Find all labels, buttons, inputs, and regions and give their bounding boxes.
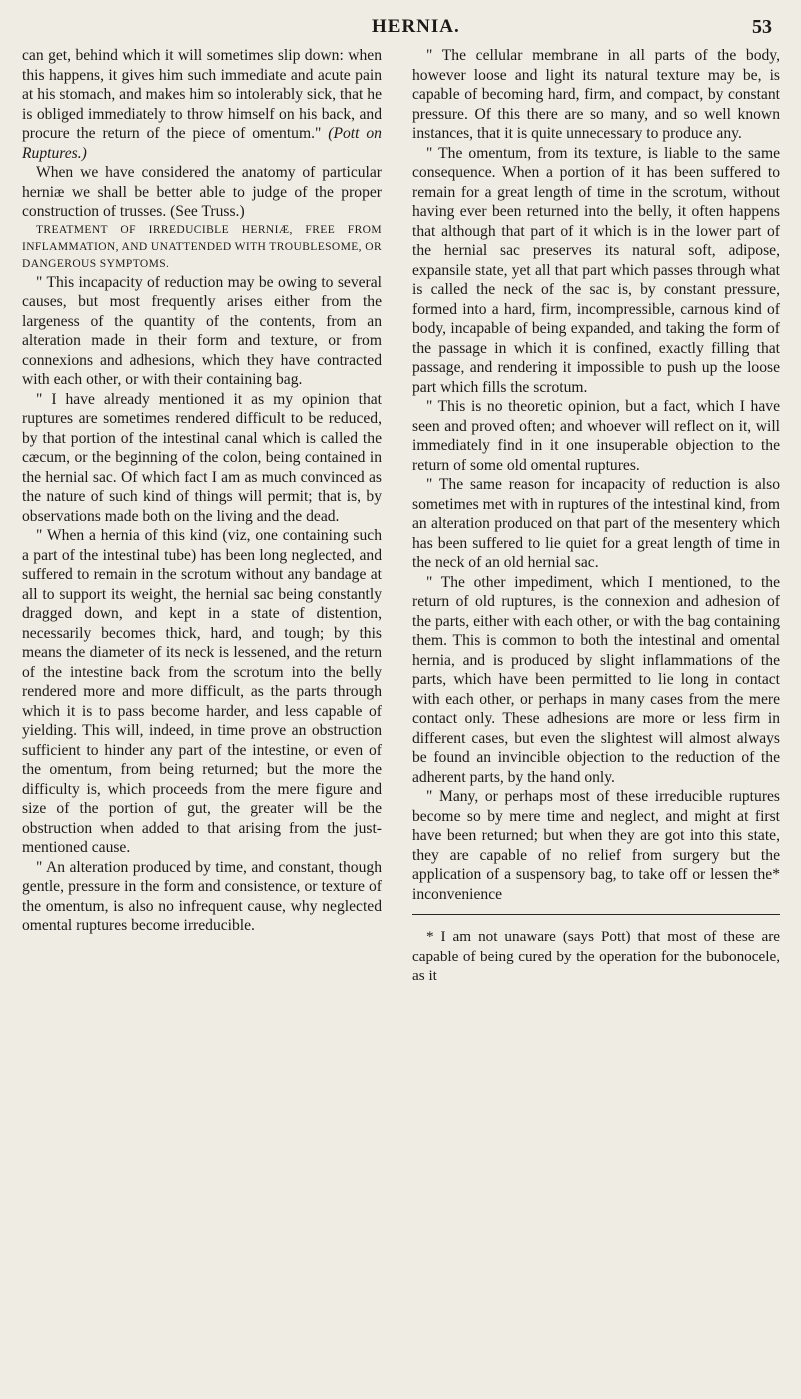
paragraph: " An alteration produced by time, and constant, though gentle, pressure in the form and consistence, or texture of the omentum, is also no infrequent cause, why neglected omental ruptures become irreducible. <box>22 858 382 934</box>
footnote-divider <box>412 914 780 915</box>
paragraph: " Many, or perhaps most of these irreducible ruptures become so by mere time and neglect, and might at first have been returned; but when they are got into this state, they are capable of no relief from surgery but the application of a suspensory bag, to take off or lessen the* inconvenience <box>412 788 780 903</box>
paragraph: " When a hernia of this kind (viz, one containing such a part of the intestinal tube) has been long neglected, and suffered to remain in the scrotum without any bandage at all to support its weight, the hernial sac being constantly dragged down, and kept in a state of distention, necessarily becomes thick, hard, and tough; by this means the diameter of its neck is lessened, and the return of the intestine back from the scrotum into the belly rendered more and more difficult, as the parts through which it is to pass become harder, and less capable of yielding. This will, indeed, in time prove an obstruction sufficient to hinder any part of the intestine, or even of the omentum, from being returned; but the more the difficulty is, which proceeds from the mere figure and size of the portion of gut, the greater will be the obstruction when added to that arising from the just-mentioned cause. <box>22 527 382 856</box>
paragraph: can get, behind which it will sometimes slip down: when this happens, it gives him such immediate and acute pain at his stomach, and makes him so intolerably sick, that he is obliged immediately to throw himself on his back, and procure the return of the piece of omentum." (Pott on Ruptures.) <box>22 47 382 162</box>
footnote: * I am not unaware (says Pott) that most of these are capable of being cured by the operation for the bubonocele, as it <box>412 928 780 984</box>
section-heading: TREATMENT OF IRREDUCIBLE HERNIÆ, FREE FROM INFLAMMATION, AND UNATTENDED WITH TROUBLESOME, OR DANGEROUS SYMPTOMS. <box>22 223 383 270</box>
paragraph: " The same reason for incapacity of reduction is also sometimes met with in ruptures of the intestinal kind, from an alteration produced on that part of the mesentery which has been suffered to lie quiet for a great length of time in the neck of an old hernial sac. <box>412 476 780 571</box>
paragraph: " The other impediment, which I mentioned, to the return of old ruptures, is the connexion and adhesion of the parts, either with each other, or with the bag containing them. This is common to both the intestinal and omental hernia, and is produced by slight inflammations of the parts, which have been permitted to lie long in contact with each other, or perhaps in many cases from the mere contact only. These adhesions are more or less firm in different cases, but even the slightest will almost always be found an invincible objection to the reduction of the adherent parts, by the hand only. <box>412 573 780 786</box>
paragraph: " I have already mentioned it as my opinion that ruptures are sometimes rendered difficult to be reduced, by that portion of the intestinal canal which is called the cæcum, or the beginning of the colon, being contained in the hernial sac. Of which fact I am as much convinced as the nature of such kind of things will permit; that is, by observations made both on the living and the dead. <box>22 390 382 525</box>
paragraph: " The cellular membrane in all parts of the body, however loose and light its natural texture may be, is capable of becoming hard, firm, and compact, by constant pressure. Of this there are so many, and so well known instances, that it is quite unnecessary to produce any. <box>412 47 780 142</box>
paragraph: When we have considered the anatomy of particular herniæ we shall be better able to judge of the proper construction of trusses. (See Truss.) <box>22 164 382 220</box>
paragraph: " The omentum, from its texture, is liable to the same consequence. When a portion of it has been suffered to remain for a great length of time in the scrotum, without having ever been returned into the belly, it often happens that although that part of it which is in the lower part of the hernial sac preserves its natural soft, adipose, expansile state, yet all that part which passes through what is called the neck of the sac is, by constant pressure, formed into a hard, firm, incompressible, carnous kind of body, incapable of being expanded, and taking the form of the passage in which it is confined, exactly filling that passage, and rendering it impossible to push up the loose part which fills the scrotum. <box>412 144 780 396</box>
running-title: HERNIA. <box>372 16 460 37</box>
right-column <box>412 46 780 986</box>
citation: (Pott on Ruptures.) <box>22 125 382 162</box>
paragraph: " This is no theoretic opinion, but a fact, which I have seen and proved often; and whoever will reflect on it, will immediately find in it one insuperable objection to the return of some old omental ruptures. <box>412 398 780 474</box>
left-column <box>22 46 382 936</box>
running-header <box>0 4 801 44</box>
page-number: 53 <box>752 16 772 38</box>
paragraph: " This incapacity of reduction may be owing to several causes, but most frequently arises either from the largeness of the quantity of the contents, from an alteration made in their form and texture, or from connexions and adhesions, which they have contracted with each other, or with their containing bag. <box>22 273 382 388</box>
